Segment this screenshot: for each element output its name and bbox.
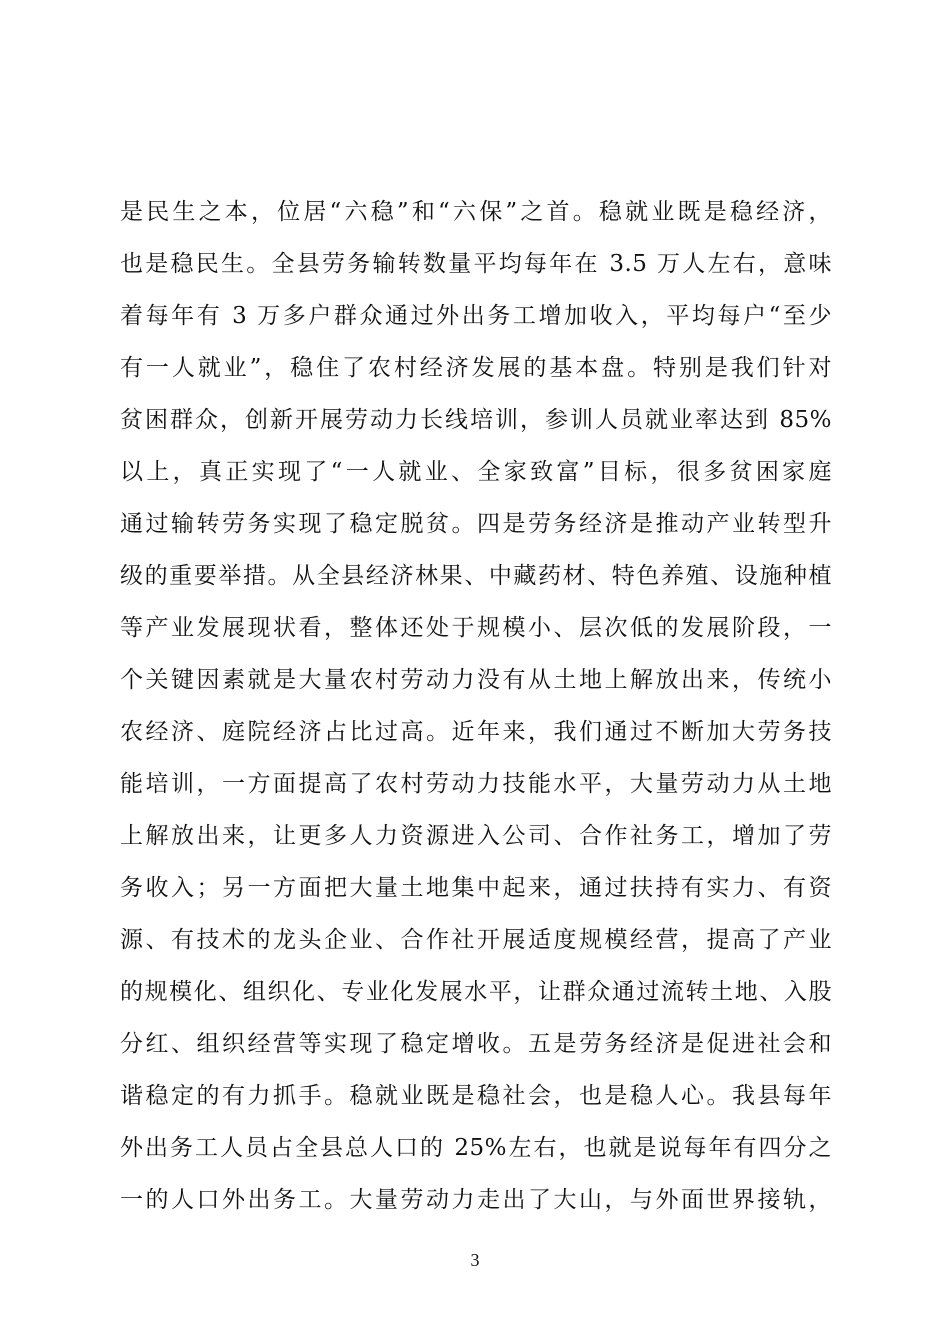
text-line: 等产业发展现状看，整体还处于规模小、层次低的发展阶段，一 (120, 615, 832, 641)
text-line: 个关键因素就是大量农村劳动力没有从土地上解放出来，传统小 (120, 667, 832, 693)
text-line: 也是稳民生。全县劳务输转数量平均每年在 3.5 万人左右，意味 (120, 251, 832, 277)
text-line: 贫困群众，创新开展劳动力长线培训，参训人员就业率达到 85% (120, 407, 832, 433)
text-line: 级的重要举措。从全县经济林果、中藏药材、特色养殖、设施种植 (120, 563, 832, 589)
text-line: 源、有技术的龙头企业、合作社开展适度规模经营，提高了产业 (120, 927, 832, 953)
page-number: 3 (470, 1250, 480, 1270)
text-line: 一的人口外出务工。大量劳动力走出了大山，与外面世界接轨， (120, 1187, 832, 1213)
text-line: 分红、组织经营等实现了稳定增收。五是劳务经济是促进社会和 (120, 1031, 832, 1057)
text-line: 通过输转劳务实现了稳定脱贫。四是劳务经济是推动产业转型升 (120, 511, 832, 537)
text-line: 谐稳定的有力抓手。稳就业既是稳社会，也是稳人心。我县每年 (120, 1083, 832, 1109)
text-line: 是民生之本，位居“六稳”和“六保”之首。稳就业既是稳经济， (120, 199, 832, 225)
text-line: 以上，真正实现了“一人就业、全家致富”目标，很多贫困家庭 (120, 459, 832, 485)
text-line: 上解放出来，让更多人力资源进入公司、合作社务工，增加了劳 (120, 823, 832, 849)
text-line: 农经济、庭院经济占比过高。近年来，我们通过不断加大劳务技 (120, 719, 832, 745)
text-line: 有一人就业”，稳住了农村经济发展的基本盘。特别是我们针对 (120, 355, 832, 381)
text-line: 务收入；另一方面把大量土地集中起来，通过扶持有实力、有资 (120, 875, 832, 901)
text-line: 着每年有 3 万多户群众通过外出务工增加收入，平均每户“至少 (120, 303, 832, 329)
text-line: 的规模化、组织化、专业化发展水平，让群众通过流转土地、入股 (120, 979, 832, 1005)
text-line: 外出务工人员占全县总人口的 25%左右，也就是说每年有四分之 (120, 1135, 832, 1161)
body-paragraph (120, 186, 832, 1226)
text-line: 能培训，一方面提高了农村劳动力技能水平，大量劳动力从土地 (120, 771, 832, 797)
